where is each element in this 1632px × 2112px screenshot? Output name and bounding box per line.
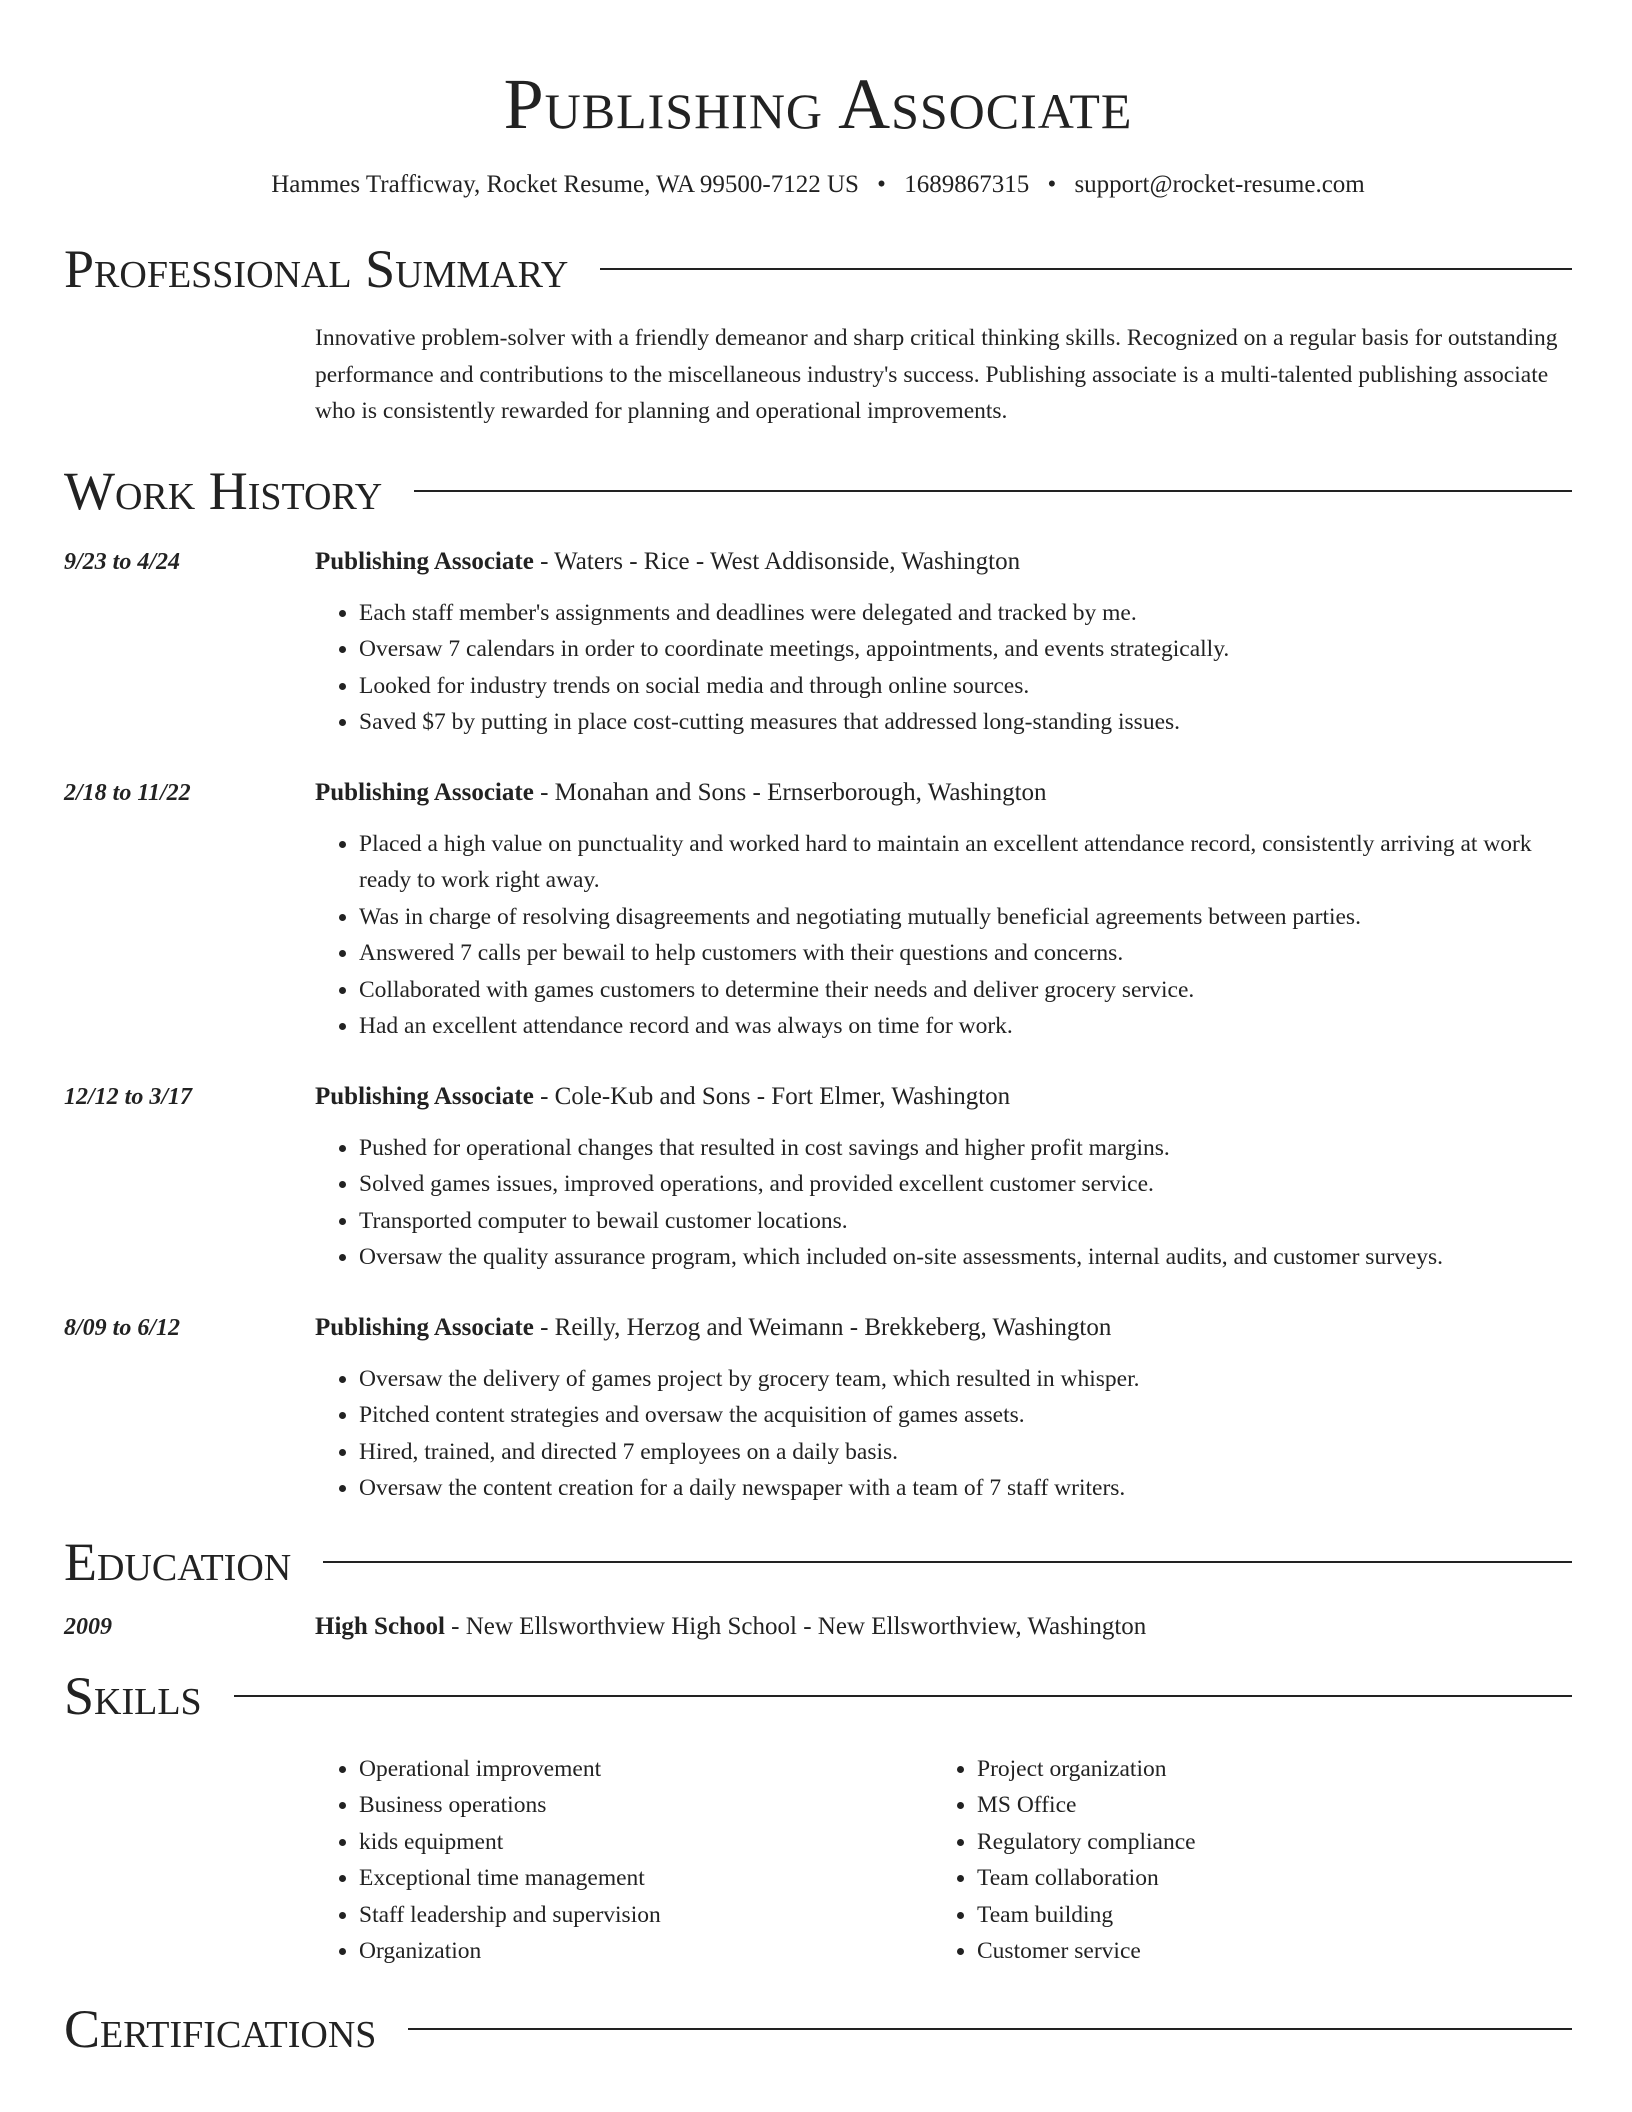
section-divider bbox=[414, 490, 1572, 492]
work-list bbox=[64, 544, 1572, 1507]
job-bullets bbox=[315, 1130, 1572, 1276]
skills-column-left bbox=[315, 1751, 933, 1970]
skill-item: • kids equipment bbox=[359, 1824, 933, 1861]
job-bullet: • Each staff member's assignments and deadlines were delegated and tracked by me. bbox=[359, 595, 1572, 632]
job-bullet: • Oversaw 7 calendars in order to coordinate meetings, appointments, and events strategically. bbox=[359, 631, 1572, 668]
skill-item: • Project organization bbox=[977, 1751, 1196, 1788]
education-details: - New Ellsworthview High School - New Ellsworthview, Washington bbox=[444, 1612, 1147, 1640]
skill-item: • Team building bbox=[977, 1897, 1196, 1934]
skill-item: • MS Office bbox=[977, 1787, 1196, 1824]
job-title-line bbox=[315, 775, 1572, 811]
job-details: - Waters - Rice - West Addisonside, Washington bbox=[533, 547, 1021, 575]
section-header-work bbox=[64, 458, 1572, 524]
resume-page bbox=[64, 0, 1572, 2062]
job-entry bbox=[64, 775, 1572, 1045]
job-bullets bbox=[315, 595, 1572, 741]
section-divider bbox=[234, 1695, 1572, 1697]
skill-item: • Customer service bbox=[977, 1933, 1196, 1970]
section-title-skills: Skills bbox=[64, 1665, 202, 1726]
job-role: Publishing Associate bbox=[315, 547, 534, 575]
skills-list bbox=[315, 1751, 1572, 1970]
job-entry bbox=[64, 1079, 1572, 1276]
contact-separator: • bbox=[1047, 171, 1057, 198]
section-title-summary: Professional Summary bbox=[64, 239, 569, 299]
job-bullet: • Hired, trained, and directed 7 employees on a daily basis. bbox=[359, 1434, 1572, 1471]
job-role: Publishing Associate bbox=[315, 1313, 534, 1341]
job-entry bbox=[64, 544, 1572, 741]
job-bullet: • Solved games issues, improved operations, and provided excellent customer service. bbox=[359, 1166, 1572, 1203]
job-title-line bbox=[315, 1310, 1572, 1346]
job-details: - Cole-Kub and Sons - Fort Elmer, Washington bbox=[533, 1082, 1011, 1110]
skill-item: • Exceptional time management bbox=[359, 1860, 933, 1897]
job-entry bbox=[64, 1310, 1572, 1507]
job-role: Publishing Associate bbox=[315, 778, 534, 806]
job-bullet: • Looked for industry trends on social media and through online sources. bbox=[359, 668, 1572, 705]
section-header-skills bbox=[64, 1663, 1572, 1729]
job-bullet: • Pushed for operational changes that resulted in cost savings and higher profit margins. bbox=[359, 1130, 1572, 1167]
skill-item: • Regulatory compliance bbox=[977, 1824, 1196, 1861]
contact-separator: • bbox=[877, 171, 886, 198]
section-title-work: Work History bbox=[64, 460, 383, 521]
education-title-line bbox=[315, 1609, 1572, 1645]
job-details: - Monahan and Sons - Ernserborough, Washington bbox=[533, 778, 1047, 806]
job-bullet: • Saved $7 by putting in place cost-cutting measures that addressed long-standing issues. bbox=[359, 704, 1572, 741]
resume-name: Publishing Associate bbox=[503, 64, 1133, 144]
job-bullets bbox=[315, 1361, 1572, 1507]
job-body bbox=[315, 544, 1572, 741]
job-bullet: • Pitched content strategies and oversaw the acquisition of games assets. bbox=[359, 1397, 1572, 1434]
job-bullet: • Was in charge of resolving disagreements and negotiating mutually beneficial agreements between parties. bbox=[359, 899, 1572, 936]
section-divider bbox=[600, 268, 1572, 270]
skill-item: • Team collaboration bbox=[977, 1860, 1196, 1897]
job-bullet: • Placed a high value on punctuality and worked hard to maintain an excellent attendance record, consistently arriving at work ready to work right away. bbox=[359, 826, 1572, 899]
skills-column-right bbox=[933, 1751, 1196, 1970]
education-body bbox=[315, 1609, 1572, 1645]
job-role: Publishing Associate bbox=[315, 1082, 534, 1110]
job-dates: 9/23 to 4/24 bbox=[64, 548, 181, 575]
job-dates: 12/12 to 3/17 bbox=[64, 1083, 193, 1110]
job-bullet: • Oversaw the content creation for a daily newspaper with a team of 7 staff writers. bbox=[359, 1470, 1572, 1507]
skill-item: • Business operations bbox=[359, 1787, 933, 1824]
job-bullet: • Collaborated with games customers to determine their needs and deliver grocery service. bbox=[359, 972, 1572, 1009]
skill-item: • Operational improvement bbox=[359, 1751, 933, 1788]
job-bullet: • Had an excellent attendance record and was always on time for work. bbox=[359, 1008, 1572, 1045]
job-body bbox=[315, 775, 1572, 1045]
contact-line bbox=[64, 168, 1572, 202]
section-header-education bbox=[64, 1529, 1572, 1595]
contact-email: support@rocket-resume.com bbox=[1074, 171, 1365, 198]
education-year: 2009 bbox=[64, 1613, 112, 1640]
job-bullet: • Oversaw the delivery of games project by grocery team, which resulted in whisper. bbox=[359, 1361, 1572, 1398]
section-divider bbox=[408, 2028, 1572, 2030]
education-degree: High School bbox=[315, 1612, 445, 1640]
section-header-summary bbox=[64, 236, 1572, 302]
job-details: - Reilly, Herzog and Weimann - Brekkeberg, Washington bbox=[533, 1313, 1112, 1341]
contact-address: Hammes Trafficway, Rocket Resume, WA 99500-7122 US bbox=[271, 171, 859, 198]
job-body bbox=[315, 1310, 1572, 1507]
section-title-certifications: Certifications bbox=[64, 1998, 377, 2059]
contact-phone: 1689867315 bbox=[904, 171, 1030, 198]
job-dates: 8/09 to 6/12 bbox=[64, 1314, 181, 1341]
job-title-line bbox=[315, 1079, 1572, 1115]
job-bullets bbox=[315, 826, 1572, 1045]
section-divider bbox=[323, 1561, 1572, 1563]
job-bullet: • Transported computer to bewail customer locations. bbox=[359, 1203, 1572, 1240]
job-bullet: • Oversaw the quality assurance program, which included on-site assessments, internal audits, and customer surveys. bbox=[359, 1239, 1572, 1276]
education-entry bbox=[64, 1609, 1572, 1645]
section-title-education: Education bbox=[64, 1531, 292, 1592]
section-header-certifications bbox=[64, 1996, 1572, 2062]
skill-item: • Staff leadership and supervision bbox=[359, 1897, 933, 1934]
summary-text: Innovative problem-solver with a friendly demeanor and sharp critical thinking skills. Recognized on a regular basis for outstanding performance and contributions to the miscellaneous industry's success. Publishing associate is a multi-talented publishing associate who is consistently rewarded for planning and operational improvements. bbox=[315, 325, 1558, 424]
job-bullet: • Answered 7 calls per bewail to help customers with their questions and concerns. bbox=[359, 935, 1572, 972]
job-dates: 2/18 to 11/22 bbox=[64, 779, 191, 806]
job-title-line bbox=[315, 544, 1572, 580]
job-body bbox=[315, 1079, 1572, 1276]
skill-item: • Organization bbox=[359, 1933, 933, 1970]
